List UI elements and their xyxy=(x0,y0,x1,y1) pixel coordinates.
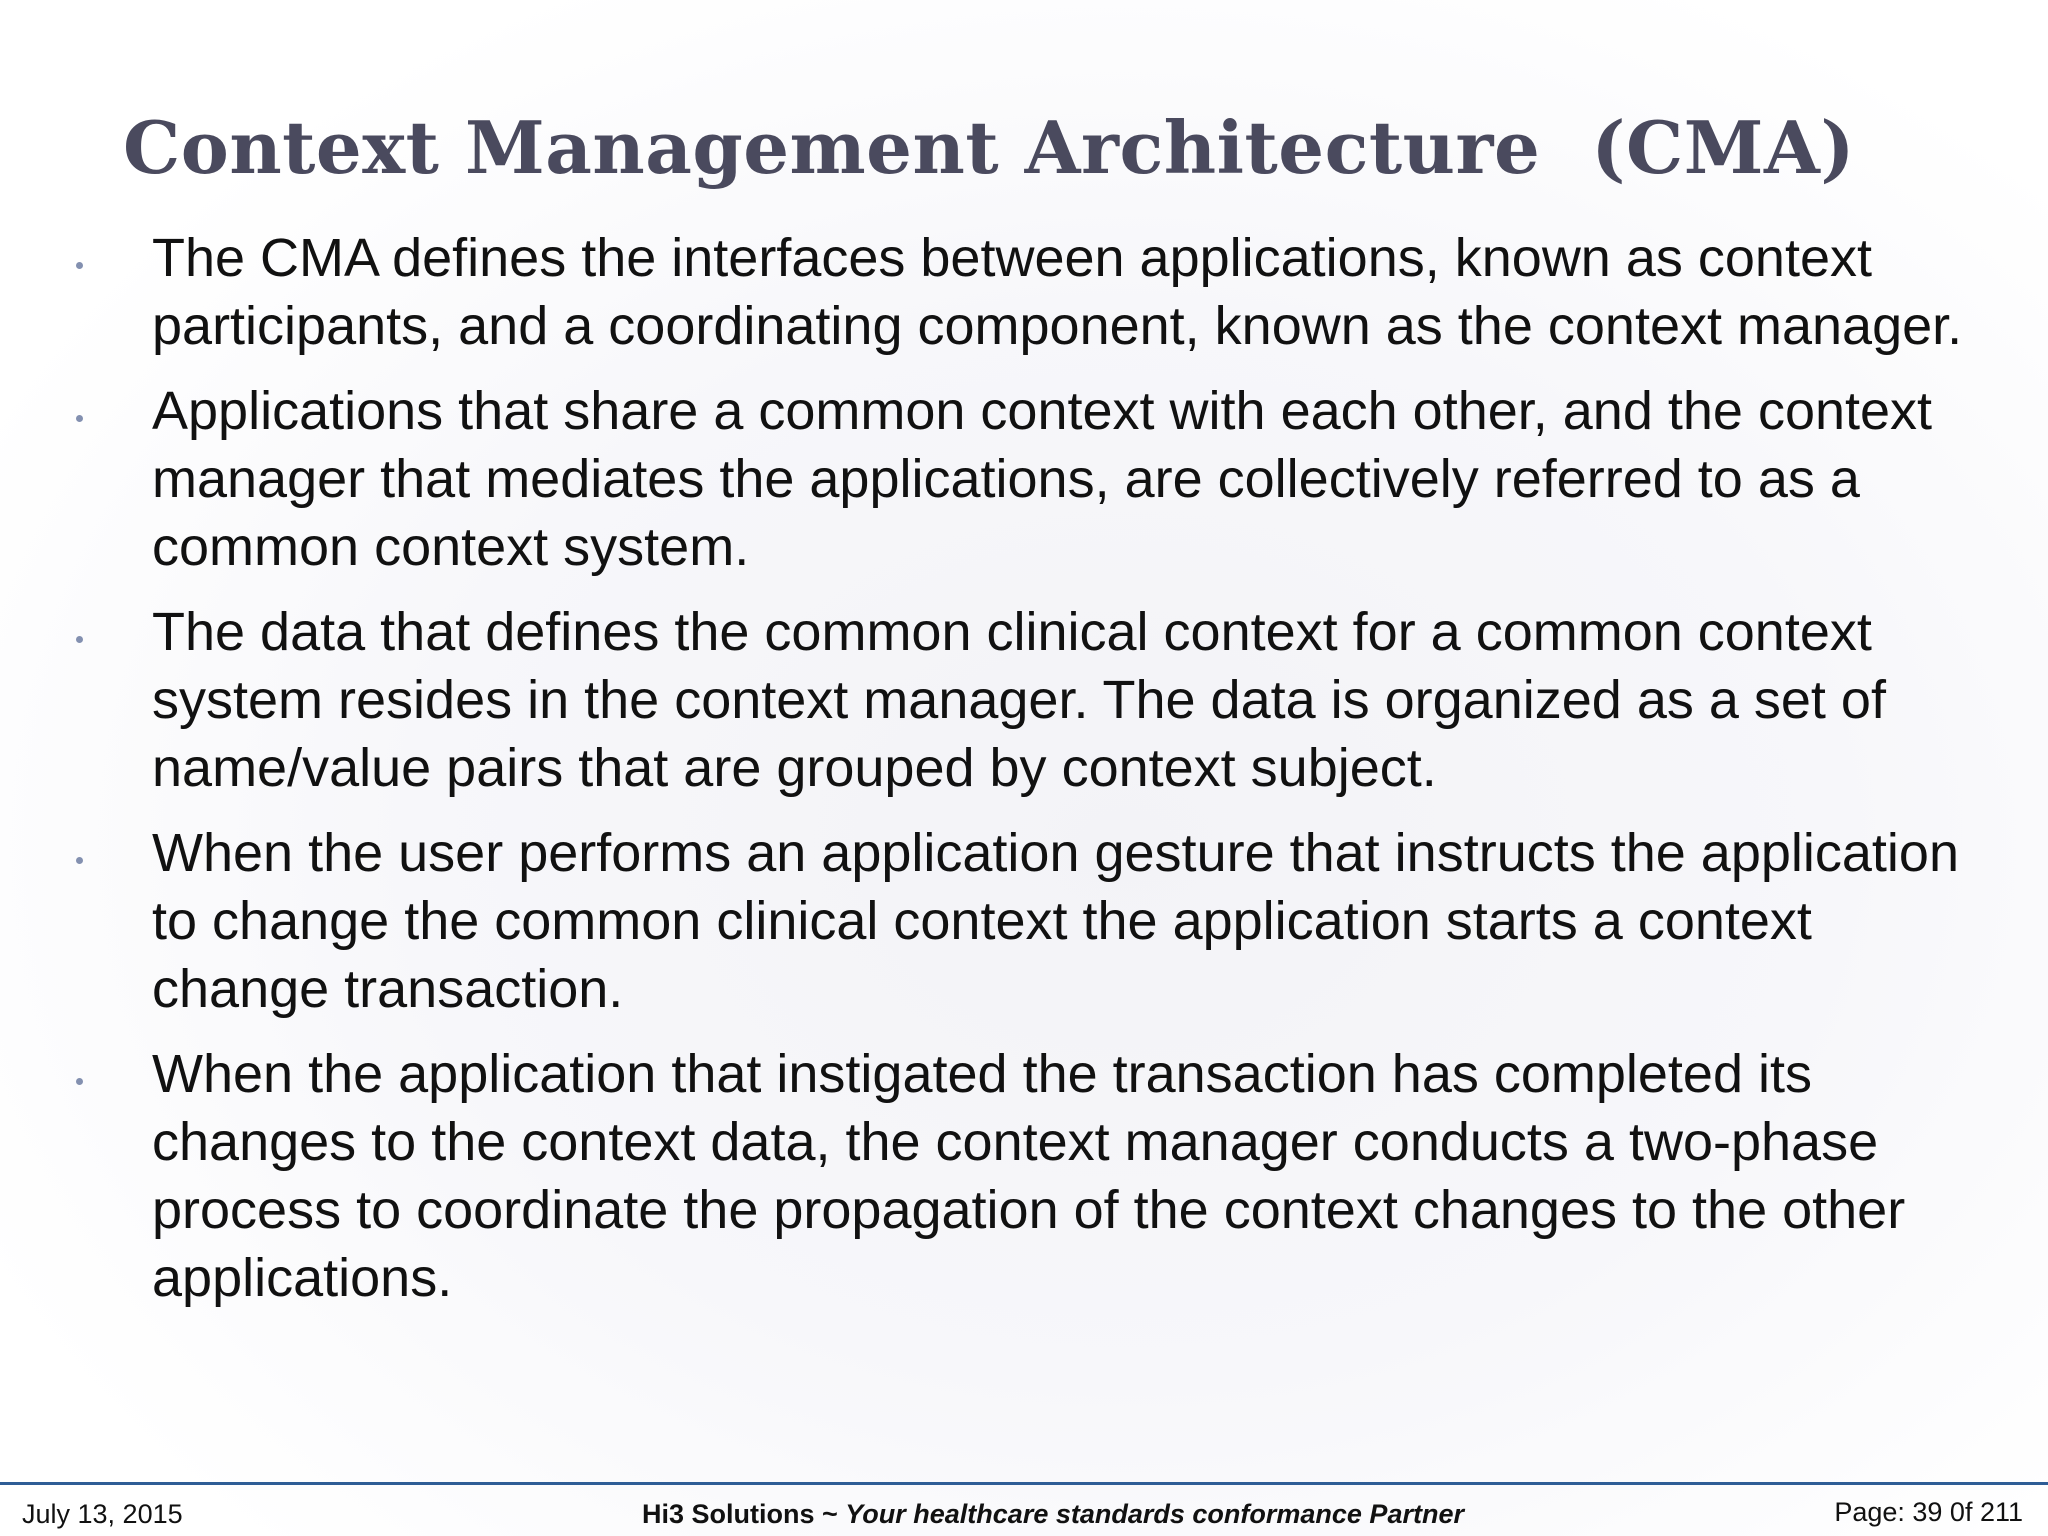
bullet-list xyxy=(0,224,2048,1329)
bullet-dot-icon xyxy=(76,1078,83,1085)
bullet-text: The data that defines the common clinical context for a common context system resides in the context manager. The data is organized as a set of name/value pairs that are grouped by context subject. xyxy=(152,602,1886,798)
bullet-text: The CMA defines the interfaces between applications, known as context participants, and a coordinating component, known as the context manager. xyxy=(152,228,1963,356)
bullet-item xyxy=(0,819,2048,1023)
bullet-text: Applications that share a common context with each other, and the context manager that mediates the applications, are collectively referred to as a common context system. xyxy=(152,381,1933,577)
bullet-dot-icon xyxy=(76,636,83,643)
footer-company: Hi3 Solutions ~ xyxy=(642,1499,846,1529)
bullet-item xyxy=(0,1040,2048,1312)
page-number: Page: 39 0f 211 xyxy=(1834,1497,2023,1527)
footer-credit xyxy=(642,1499,1464,1530)
bullet-item xyxy=(0,598,2048,802)
footer-divider xyxy=(0,1482,2048,1485)
bullet-item xyxy=(0,224,2048,360)
bullet-text: When the user performs an application gesture that instructs the application to change the common clinical context the application starts a context change transaction. xyxy=(152,823,1959,1019)
slide-title: Context Management Architecture (CMA) xyxy=(123,105,1855,190)
bullet-dot-icon xyxy=(76,415,83,422)
bullet-item xyxy=(0,377,2048,581)
footer-date: July 13, 2015 xyxy=(22,1499,183,1529)
bullet-dot-icon xyxy=(76,262,83,269)
bullet-dot-icon xyxy=(76,857,83,864)
bullet-text: When the application that instigated the transaction has completed its changes to the context data, the context manager conducts a two-phase process to coordinate the propagation of the context changes to the other applications. xyxy=(152,1044,1906,1308)
footer-tagline: Your healthcare standards conformance Partner xyxy=(845,1499,1464,1529)
